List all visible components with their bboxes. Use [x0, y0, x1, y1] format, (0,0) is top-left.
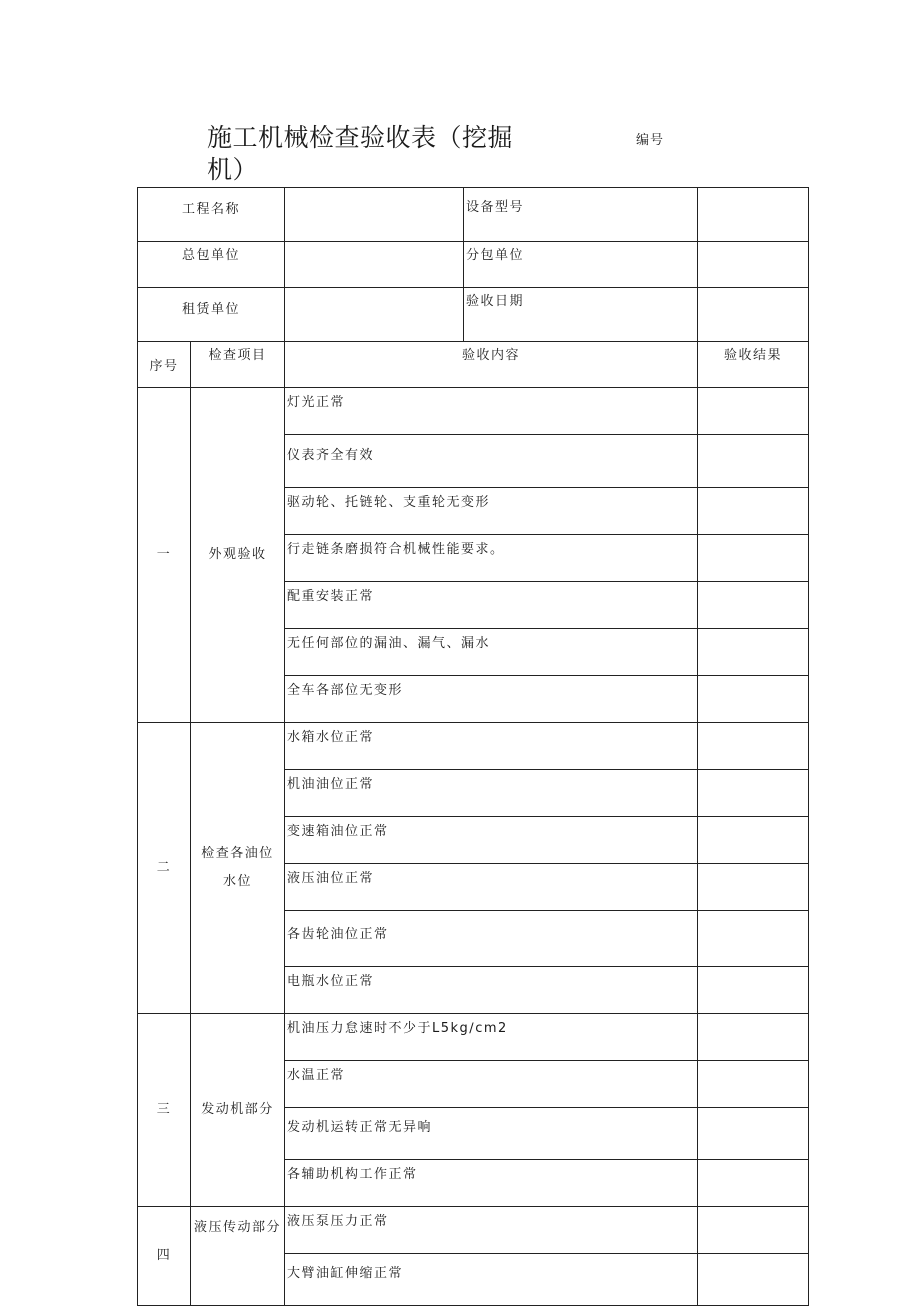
section-name: 发动机部分 — [191, 1014, 285, 1207]
result-cell[interactable] — [698, 535, 809, 582]
acceptance-date-label: 验收日期 — [464, 288, 698, 342]
section-number: 三 — [138, 1014, 191, 1207]
section-name: 检查各油位水位 — [191, 723, 285, 1014]
inspection-item: 水箱水位正常 — [285, 723, 698, 770]
table-row — [138, 1207, 809, 1254]
col-header-content: 验收内容 — [285, 342, 698, 388]
general-contractor-label: 总包单位 — [138, 242, 285, 288]
inspection-item: 灯光正常 — [285, 388, 698, 435]
serial-number-label: 编号 — [636, 133, 665, 148]
inspection-item: 配重安装正常 — [285, 582, 698, 629]
column-header-row — [138, 342, 809, 388]
inspection-item: 各齿轮油位正常 — [285, 911, 698, 967]
inspection-item: 电瓶水位正常 — [285, 967, 698, 1014]
section-name: 液压传动部分 — [191, 1207, 285, 1306]
result-cell[interactable] — [698, 582, 809, 629]
result-cell[interactable] — [698, 1207, 809, 1254]
result-cell[interactable] — [698, 1061, 809, 1108]
lessor-field[interactable] — [285, 288, 464, 342]
section-number: 二 — [138, 723, 191, 1014]
result-cell[interactable] — [698, 770, 809, 817]
acceptance-form-table — [137, 187, 809, 1306]
result-cell[interactable] — [698, 817, 809, 864]
result-cell[interactable] — [698, 967, 809, 1014]
table-row — [138, 1014, 809, 1061]
project-name-label: 工程名称 — [138, 188, 285, 242]
result-cell[interactable] — [698, 388, 809, 435]
inspection-item: 仪表齐全有效 — [285, 435, 698, 488]
inspection-item: 发动机运转正常无异响 — [285, 1108, 698, 1160]
equipment-model-field[interactable] — [698, 188, 809, 242]
inspection-item: 机油油位正常 — [285, 770, 698, 817]
subcontractor-label: 分包单位 — [464, 242, 698, 288]
result-cell[interactable] — [698, 1014, 809, 1061]
section-number: 一 — [138, 388, 191, 723]
inspection-item: 液压泵压力正常 — [285, 1207, 698, 1254]
inspection-item: 无任何部位的漏油、漏气、漏水 — [285, 629, 698, 676]
inspection-item: 各辅助机构工作正常 — [285, 1160, 698, 1207]
result-cell[interactable] — [698, 676, 809, 723]
form-title: 施工机械检查验收表（挖掘机） — [207, 123, 514, 184]
inspection-item: 驱动轮、托链轮、支重轮无变形 — [285, 488, 698, 535]
acceptance-date-field[interactable] — [698, 288, 809, 342]
table-row — [138, 388, 809, 435]
general-contractor-field[interactable] — [285, 242, 464, 288]
result-cell[interactable] — [698, 911, 809, 967]
section-number: 四 — [138, 1207, 191, 1306]
section-name: 外观验收 — [191, 388, 285, 723]
inspection-item: 行走链条磨损符合机械性能要求。 — [285, 535, 698, 582]
col-header-result: 验收结果 — [698, 342, 809, 388]
table-row — [138, 723, 809, 770]
inspection-item: 大臂油缸伸缩正常 — [285, 1254, 698, 1306]
lessor-label: 租赁单位 — [138, 288, 285, 342]
inspection-item: 全车各部位无变形 — [285, 676, 698, 723]
inspection-item: 变速箱油位正常 — [285, 817, 698, 864]
info-row-project — [138, 188, 809, 242]
result-cell[interactable] — [698, 1254, 809, 1306]
info-row-lessor — [138, 288, 809, 342]
result-cell[interactable] — [698, 488, 809, 535]
col-header-item: 检查项目 — [191, 342, 285, 388]
equipment-model-label: 设备型号 — [464, 188, 698, 242]
inspection-item: 水温正常 — [285, 1061, 698, 1108]
col-header-seq: 序号 — [138, 342, 191, 388]
info-row-contractor — [138, 242, 809, 288]
subcontractor-field[interactable] — [698, 242, 809, 288]
result-cell[interactable] — [698, 723, 809, 770]
project-name-field[interactable] — [285, 188, 464, 242]
result-cell[interactable] — [698, 1160, 809, 1207]
result-cell[interactable] — [698, 1108, 809, 1160]
result-cell[interactable] — [698, 864, 809, 911]
inspection-item: 液压油位正常 — [285, 864, 698, 911]
result-cell[interactable] — [698, 435, 809, 488]
inspection-item: 机油压力怠速时不少于L5kg∕cm2 — [285, 1014, 698, 1061]
result-cell[interactable] — [698, 629, 809, 676]
